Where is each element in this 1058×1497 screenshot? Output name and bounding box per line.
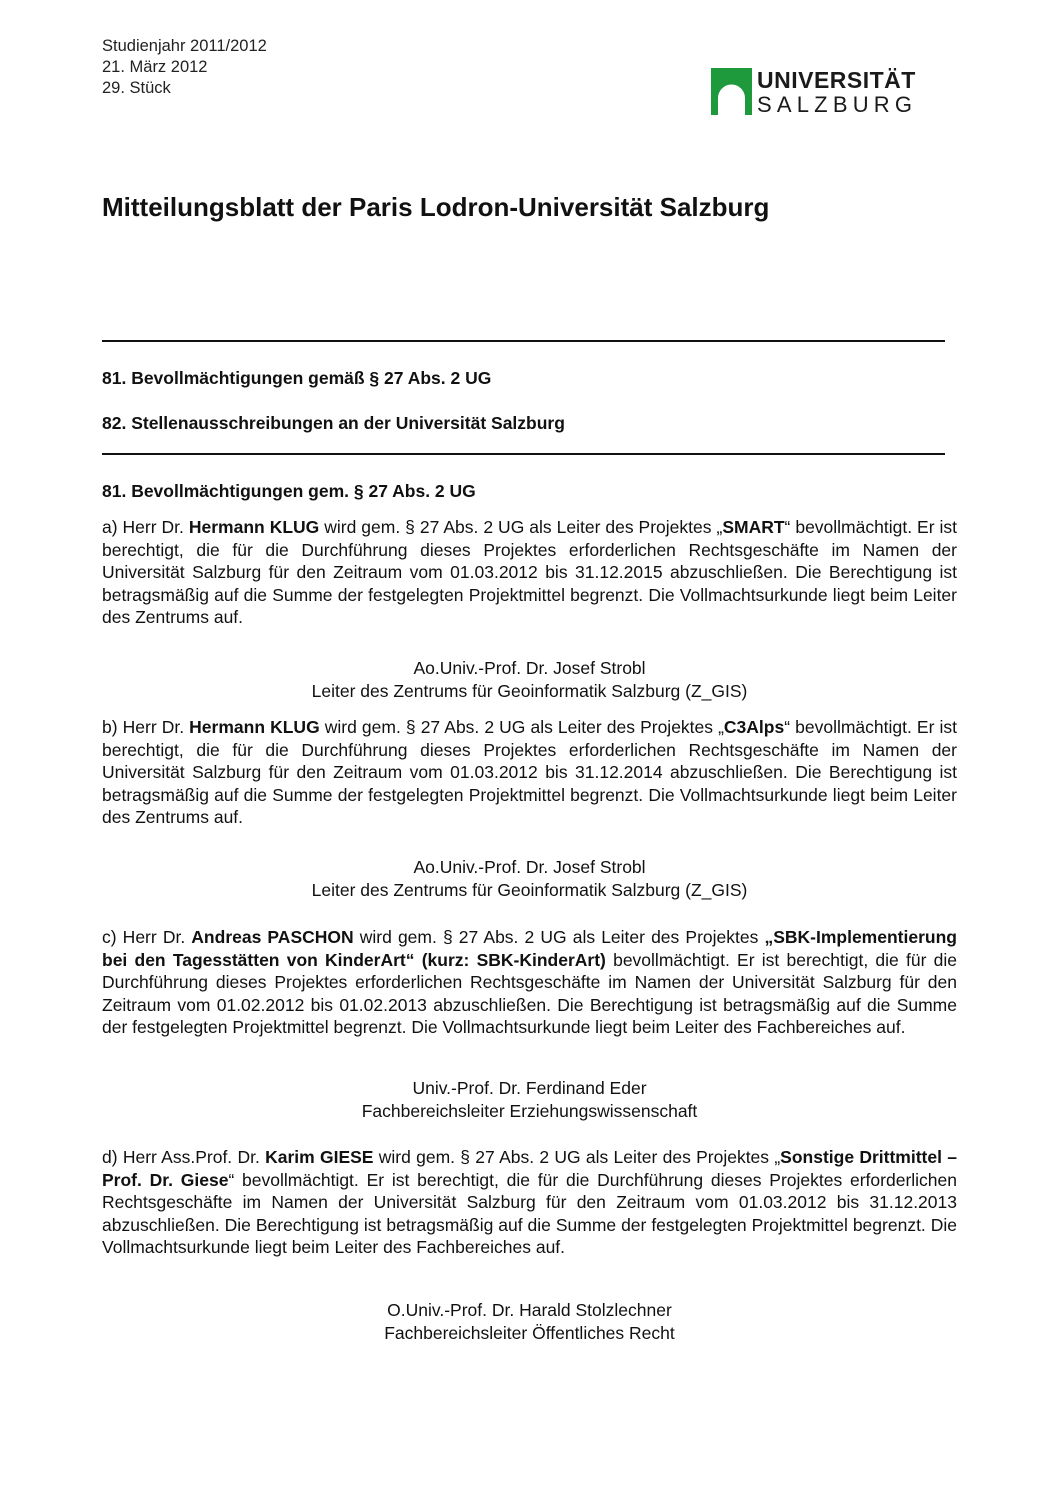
authorization-paragraph-c (102, 926, 957, 1039)
signature-b (102, 856, 957, 901)
person-name: Andreas PASCHON (191, 927, 354, 947)
toc-item-82: 82. Stellenausschreibungen an der Universität Salzburg (102, 413, 565, 433)
item-text: wird gem. § 27 Abs. 2 UG als Leiter des Projektes „ (373, 1147, 781, 1167)
signatory-role: Fachbereichsleiter Erziehungswissenschaft (361, 1100, 698, 1121)
logo-text-line1: UNIVERSITÄT (757, 67, 916, 93)
item-text: wird gem. § 27 Abs. 2 UG als Leiter des Projektes „ (319, 717, 724, 737)
signatory-name: Ao.Univ.-Prof. Dr. Josef Strobl (413, 857, 646, 877)
issue-date: 21. März 2012 (102, 58, 208, 76)
person-name: Hermann KLUG (188, 517, 320, 537)
authorization-paragraph-a (102, 516, 957, 629)
item-text: bevollmächtigt. Er ist berechtigt, die für die Durchführung dieses Projektes erforderlichen Rechtsgeschäfte im Namen der Universität Salzburg für den Zeitraum vom 01.02.2012 bis 01.02.2013 abzuschließen. Die Berechtigung ist betragsmäßig auf die Summe der festgelegten Projektmittel begrenzt. Die Vollmachtsurkunde liegt beim Leiter des Fachbereiches auf. (102, 949, 957, 1038)
issue-number: 29. Stück (102, 79, 171, 97)
item-text: wird gem. § 27 Abs. 2 UG als Leiter des Projektes (353, 927, 765, 947)
academic-year: Studienjahr 2011/2012 (102, 37, 267, 55)
signatory-role: Leiter des Zentrums für Geoinformatik Salzburg (Z_GIS) (311, 680, 748, 701)
signatory-name: O.Univ.-Prof. Dr. Harald Stolzlechner (387, 1300, 672, 1320)
signature-c (102, 1077, 957, 1122)
item-prefix: b) Herr Dr. (102, 717, 190, 737)
item-prefix: a) Herr Dr. (102, 517, 189, 537)
item-text: wird gem. § 27 Abs. 2 UG als Leiter des Projektes „ (319, 517, 723, 537)
item-text: “ bevollmächtigt. Er ist berechtigt, die für die Durchführung dieses Projektes erforderlichen Rechtsgeschäfte im Namen der Universität Salzburg für den Zeitraum vom 01.03.2012 bis 31.12.2014 abzuschließen. Die Berechtigung ist betragsmäßig auf die Summe der festgelegten Projektmittel begrenzt. Die Vollmachtsurkunde liegt beim Leiter des Zentrums auf. (102, 717, 957, 828)
section-heading: 81. Bevollmächtigungen gem. § 27 Abs. 2 UG (102, 481, 476, 501)
signature-d (102, 1299, 957, 1344)
logo-arch-icon (711, 68, 752, 115)
signature-a (102, 657, 957, 702)
project-name: SMART (722, 517, 785, 537)
item-text: “ bevollmächtigt. Er ist berechtigt, die für die Durchführung dieses Projektes erforderlichen Rechtsgeschäfte im Namen der Universität Salzburg für den Zeitraum vom 01.03.2012 bis 31.12.2013 abzuschließen. Die Berechtigung ist betragsmäßig auf die Summe der festgelegten Projektmittel begrenzt. Die Vollmachtsurkunde liegt beim Leiter des Fachbereiches auf. (102, 1169, 957, 1258)
item-text: “ bevollmächtigt. Er ist berechtigt, die für die Durchführung dieses Projektes erforderlichen Rechtsgeschäfte im Namen der Universität Salzburg für den Zeitraum vom 01.03.2012 bis 31.12.2015 abzuschließen. Die Berechtigung ist betragsmäßig auf die Summe der festgelegten Projektmittel begrenzt. Die Vollmachtsurkunde liegt beim Leiter des Zentrums auf. (102, 517, 957, 628)
signatory-name: Ao.Univ.-Prof. Dr. Josef Strobl (413, 658, 646, 678)
signatory-role: Leiter des Zentrums für Geoinformatik Salzburg (Z_GIS) (311, 879, 748, 900)
signatory-name: Univ.-Prof. Dr. Ferdinand Eder (412, 1078, 647, 1098)
logo-text-line2: SALZBURG (757, 92, 918, 117)
project-name: „SBK-Implementierung bei den Tagesstätten von KinderArt“ (kurz: SBK-KinderArt) (102, 927, 957, 970)
project-name: Sonstige Drittmittel – Prof. Dr. Giese (102, 1147, 957, 1190)
toc-item-81: 81. Bevollmächtigungen gemäß § 27 Abs. 2 UG (102, 368, 492, 388)
divider-bottom (102, 453, 945, 455)
university-logo (711, 68, 921, 120)
authorization-paragraph-d (102, 1146, 957, 1259)
signatory-role: Fachbereichsleiter Öffentliches Recht (384, 1322, 675, 1343)
authorization-paragraph-b (102, 716, 957, 829)
item-prefix: c) Herr Dr. (102, 927, 192, 947)
item-prefix: d) Herr Ass.Prof. Dr. (102, 1147, 266, 1167)
page-title: Mitteilungsblatt der Paris Lodron-Universität Salzburg (102, 192, 770, 222)
divider-top (102, 340, 945, 342)
person-name: Karim GIESE (265, 1147, 374, 1167)
project-name: C3Alps (723, 717, 785, 737)
person-name: Hermann KLUG (189, 717, 320, 737)
issue-meta (102, 36, 267, 99)
